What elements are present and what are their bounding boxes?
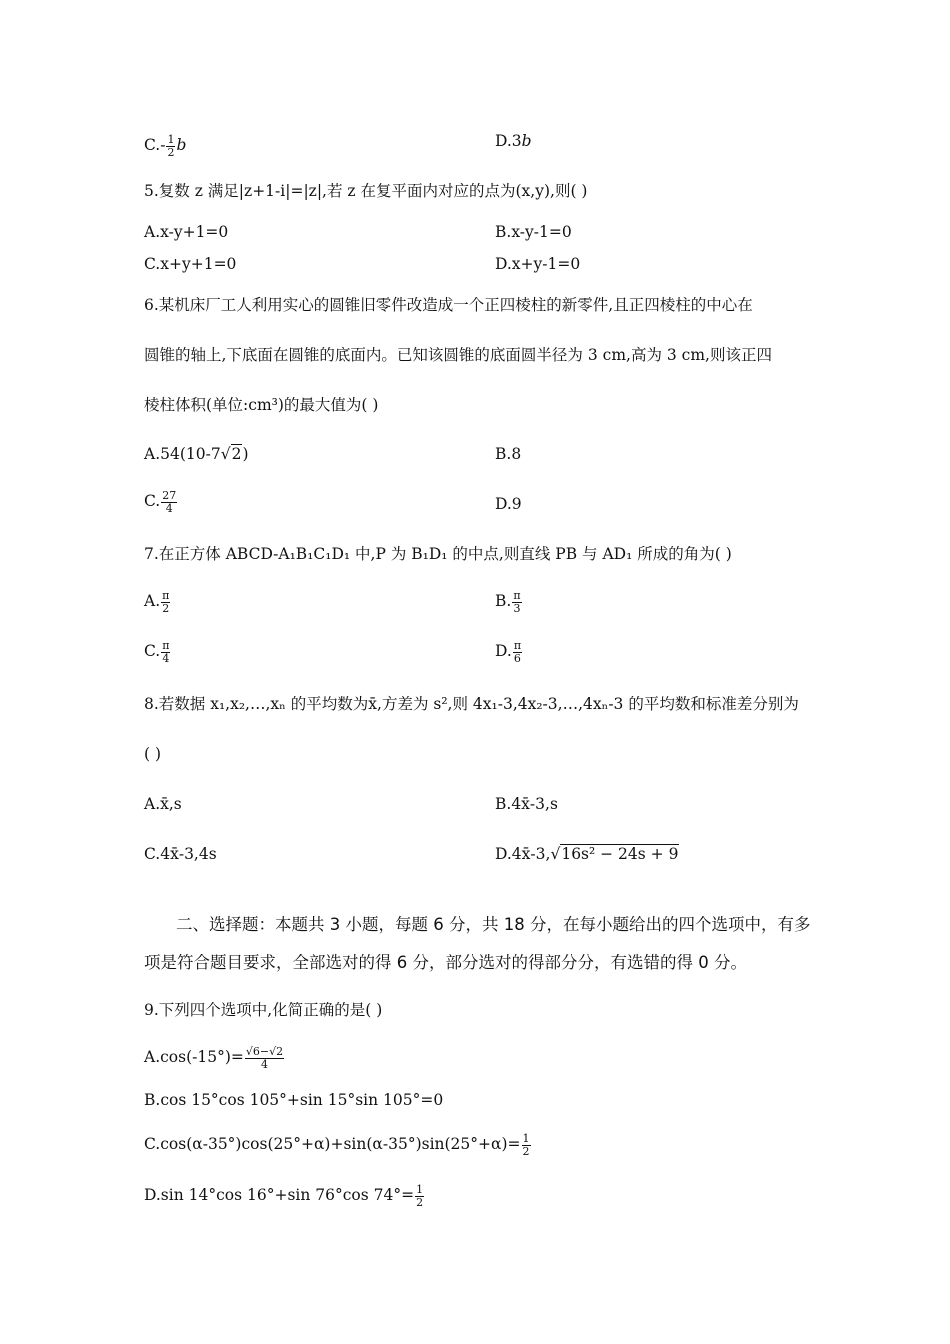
- fraction: [415, 1184, 424, 1208]
- radicand: 16s² − 24s + 9: [561, 845, 679, 863]
- denominator: 2: [167, 145, 175, 159]
- q6-stem-line2: 圆锥的轴上,下底面在圆锥的底面内。已知该圆锥的底面圆半径为 3 cm,高为 3 cm,则该正四: [144, 346, 772, 364]
- option-label: C.: [144, 492, 161, 511]
- fraction: [513, 640, 522, 664]
- denominator: 2: [522, 1144, 530, 1158]
- numerator: 1: [522, 1132, 530, 1145]
- radicand: 2: [231, 445, 242, 463]
- denominator: 4: [165, 501, 173, 515]
- q9-option-d: [144, 1184, 425, 1208]
- q8-option-b: B.4x̄-3,s: [495, 795, 558, 813]
- q9-option-a: [144, 1046, 285, 1070]
- denominator: 2: [416, 1195, 424, 1209]
- numerator: 27: [162, 489, 177, 502]
- option-label: C.-: [144, 136, 166, 155]
- q7-option-c: [144, 640, 171, 664]
- option-label: D.4x̄-3,: [495, 845, 551, 863]
- option-label: D.3: [495, 132, 522, 150]
- fraction: [512, 590, 521, 614]
- q8-option-a: A.x̄,s: [144, 795, 182, 813]
- q5-option-b: B.x-y-1=0: [495, 223, 572, 241]
- q9-option-c: [144, 1133, 532, 1157]
- fraction: [245, 1046, 284, 1070]
- numerator: π: [162, 639, 170, 652]
- numerator: 1: [167, 133, 175, 146]
- option-label: A.54(10-7: [144, 445, 221, 463]
- numerator: 1: [416, 1183, 424, 1196]
- numerator: π: [513, 589, 521, 602]
- q8-answer-paren: ( ): [144, 745, 162, 763]
- option-label: A.: [144, 592, 161, 611]
- denominator: 3: [513, 601, 521, 615]
- option-label: C.: [144, 642, 161, 661]
- fraction: [161, 640, 170, 664]
- fraction: [522, 1133, 531, 1157]
- fraction: [161, 490, 177, 514]
- option-label: D.sin 14°cos 16°+sin 76°cos 74°=: [144, 1186, 415, 1205]
- numerator: π: [513, 639, 522, 652]
- q6-option-d: D.9: [495, 495, 522, 513]
- option-label: A.cos(-15°)=: [144, 1048, 244, 1067]
- q6-option-c: [144, 490, 178, 514]
- denominator: 2: [162, 601, 170, 615]
- numerator: √6−√2: [245, 1045, 284, 1058]
- q5-option-a: A.x-y+1=0: [144, 223, 229, 241]
- fraction: [161, 590, 170, 614]
- option-suffix: ): [242, 445, 249, 463]
- denominator: 6: [513, 651, 521, 665]
- option-label: B.: [495, 592, 512, 611]
- denominator: 4: [162, 651, 170, 665]
- section2-heading-line1: 二、选择题：本题共 3 小题，每题 6 分，共 18 分，在每小题给出的四个选项中，有多: [176, 915, 811, 934]
- q7-option-b: [495, 590, 523, 614]
- q8-option-d: D.4x̄-3,√16s² − 24s + 9: [495, 845, 679, 863]
- q6-stem-line3: 棱柱体积(单位:cm³)的最大值为( ): [144, 396, 379, 414]
- numerator: π: [162, 589, 170, 602]
- q7-stem: 7.在正方体 ABCD-A₁B₁C₁D₁ 中,P 为 B₁D₁ 的中点,则直线 PB 与 AD₁ 所成的角为( ): [144, 545, 732, 563]
- option-label: D.: [495, 642, 512, 661]
- q7-option-a: [144, 590, 171, 614]
- q6-option-b: B.8: [495, 445, 522, 463]
- q8-option-c: C.4x̄-3,4s: [144, 845, 217, 863]
- q8-stem: 8.若数据 x₁,x₂,…,xₙ 的平均数为x̄,方差为 s²,则 4x₁-3,4x₂-3,…,4xₙ-3 的平均数和标准差分别为: [144, 695, 799, 713]
- option-label: C.cos(α-35°)cos(25°+α)+sin(α-35°)sin(25°+α)=: [144, 1135, 521, 1154]
- q5-stem: 5.复数 z 满足|z+1-i|=|z|,若 z 在复平面内对应的点为(x,y),则( ): [144, 182, 588, 200]
- q6-option-a: A.54(10-7√2): [144, 445, 249, 463]
- variable: b: [176, 136, 187, 155]
- q6-stem-line1: 6.某机床厂工人利用实心的圆锥旧零件改造成一个正四棱柱的新零件,且正四棱柱的中心在: [144, 296, 753, 314]
- variable: b: [521, 132, 532, 150]
- section2-heading-line2: 项是符合题目要求，全部选对的得 6 分，部分选对的得部分分，有选错的得 0 分。: [144, 953, 747, 972]
- denominator: 4: [261, 1057, 268, 1071]
- q9-stem: 9.下列四个选项中,化简正确的是( ): [144, 1001, 383, 1019]
- fraction: [166, 134, 175, 158]
- q4-option-c: [144, 134, 186, 158]
- q4-option-d: [495, 134, 532, 150]
- q9-option-b: B.cos 15°cos 105°+sin 15°sin 105°=0: [144, 1091, 444, 1109]
- q7-option-d: [495, 640, 523, 664]
- q5-option-c: C.x+y+1=0: [144, 255, 237, 273]
- q5-option-d: D.x+y-1=0: [495, 255, 581, 273]
